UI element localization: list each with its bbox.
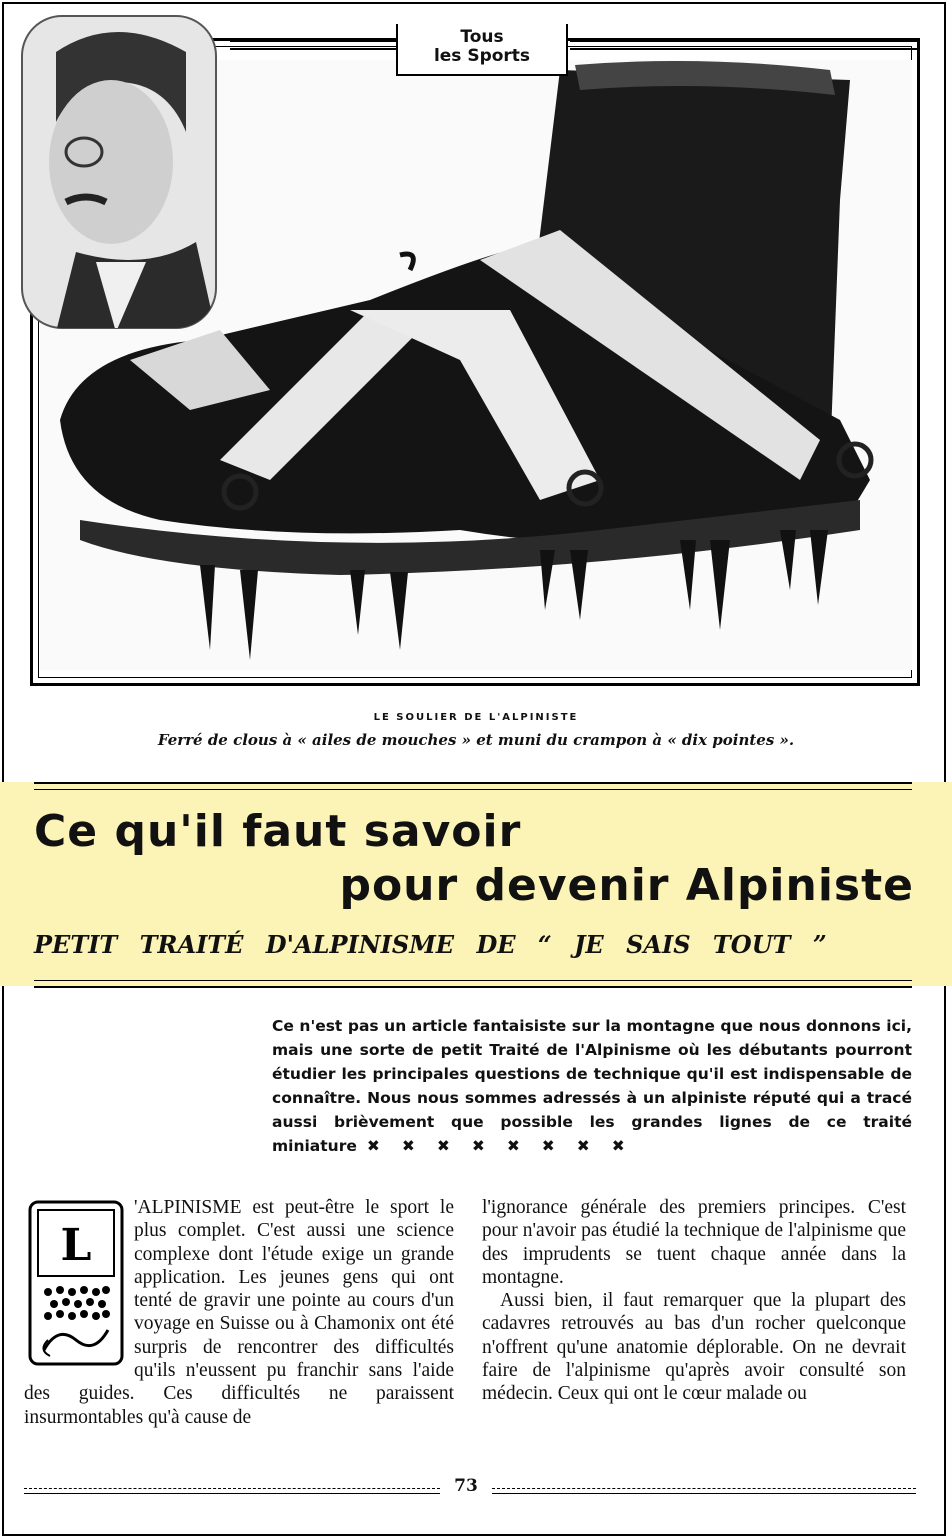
header-rule-left	[230, 40, 400, 50]
column-2-paragraph-2: Aussi bien, il faut remarquer que la plupart des cadavres retrouvés au bas d'un rocher quelconque n'offrent qu'une anatomie déplorable. On ne devrait faire de l'alpinisme qu'après avoir consulté son médecin. Ceux qui ont le cœur malade ou	[482, 1290, 906, 1405]
photo-caption-title: LE SOULIER DE L'ALPINISTE	[373, 712, 579, 723]
dropcap-letter: L	[60, 1220, 92, 1271]
lead-word: 'ALPINISME	[134, 1197, 242, 1218]
intro-ornaments: ✖✖✖✖✖✖✖✖	[366, 1137, 647, 1155]
section-label-line1: Tous	[460, 27, 504, 47]
column-2-paragraph-1: l'ignorance générale des premiers principes. C'est pour n'avoir pas étudié la technique de l'alpinisme que des imprudents se tuent chaque année dans la montagne.	[482, 1197, 906, 1288]
section-label	[396, 24, 568, 76]
headline-rule-bottom	[34, 980, 912, 988]
headline-line1: Ce qu'il faut savoir	[34, 806, 522, 857]
dropcap-ornament	[28, 1200, 124, 1366]
page-number: 73	[446, 1476, 486, 1496]
intro-text: Ce n'est pas un article fantaisiste sur la montagne que nous donnons ici, mais une sorte de petit Traité de l'Alpinisme où les débutants pourront étudier les principales questions de technique qu'il est indispensable de connaître. Nous nous sommes adressés à un alpiniste réputé qui a tracé aussi brièvement que possible les grandes lignes de ce traité miniature	[272, 1017, 912, 1155]
headline-line2: pour devenir Alpiniste	[339, 860, 914, 911]
intro-paragraph	[272, 1014, 912, 1158]
header-rule-right	[570, 40, 920, 50]
photo-caption: Ferré de clous à « ailes de mouches » et muni du crampon à « dix pointes ».	[157, 731, 795, 749]
headline-rule-top	[34, 782, 912, 790]
headline-subtitle: PETIT TRAITÉ D'ALPINISME DE “ JE SAIS TOUT ”	[34, 930, 827, 959]
article-column-2	[482, 1196, 906, 1406]
footer-rule-right	[492, 1488, 916, 1494]
section-label-line2: les Sports	[433, 46, 531, 66]
author-portrait	[16, 12, 222, 332]
column-1-text: est peut-être le sport le plus complet. C'est aussi une science complexe dont l'étude exige un grande application. Les jeunes gens qui ont tenté de gravir une pointe au cours d'un voyage en Suisse ou à Chamonix ont été surpris de rencontrer des difficultés qu'ils n'eussent pu franchir sans l'aide des guides. Ces difficultés ne paraissent insurmontables qu'à cause de	[24, 1197, 454, 1428]
article-column-1	[24, 1196, 454, 1429]
footer-rule-left	[24, 1488, 440, 1494]
